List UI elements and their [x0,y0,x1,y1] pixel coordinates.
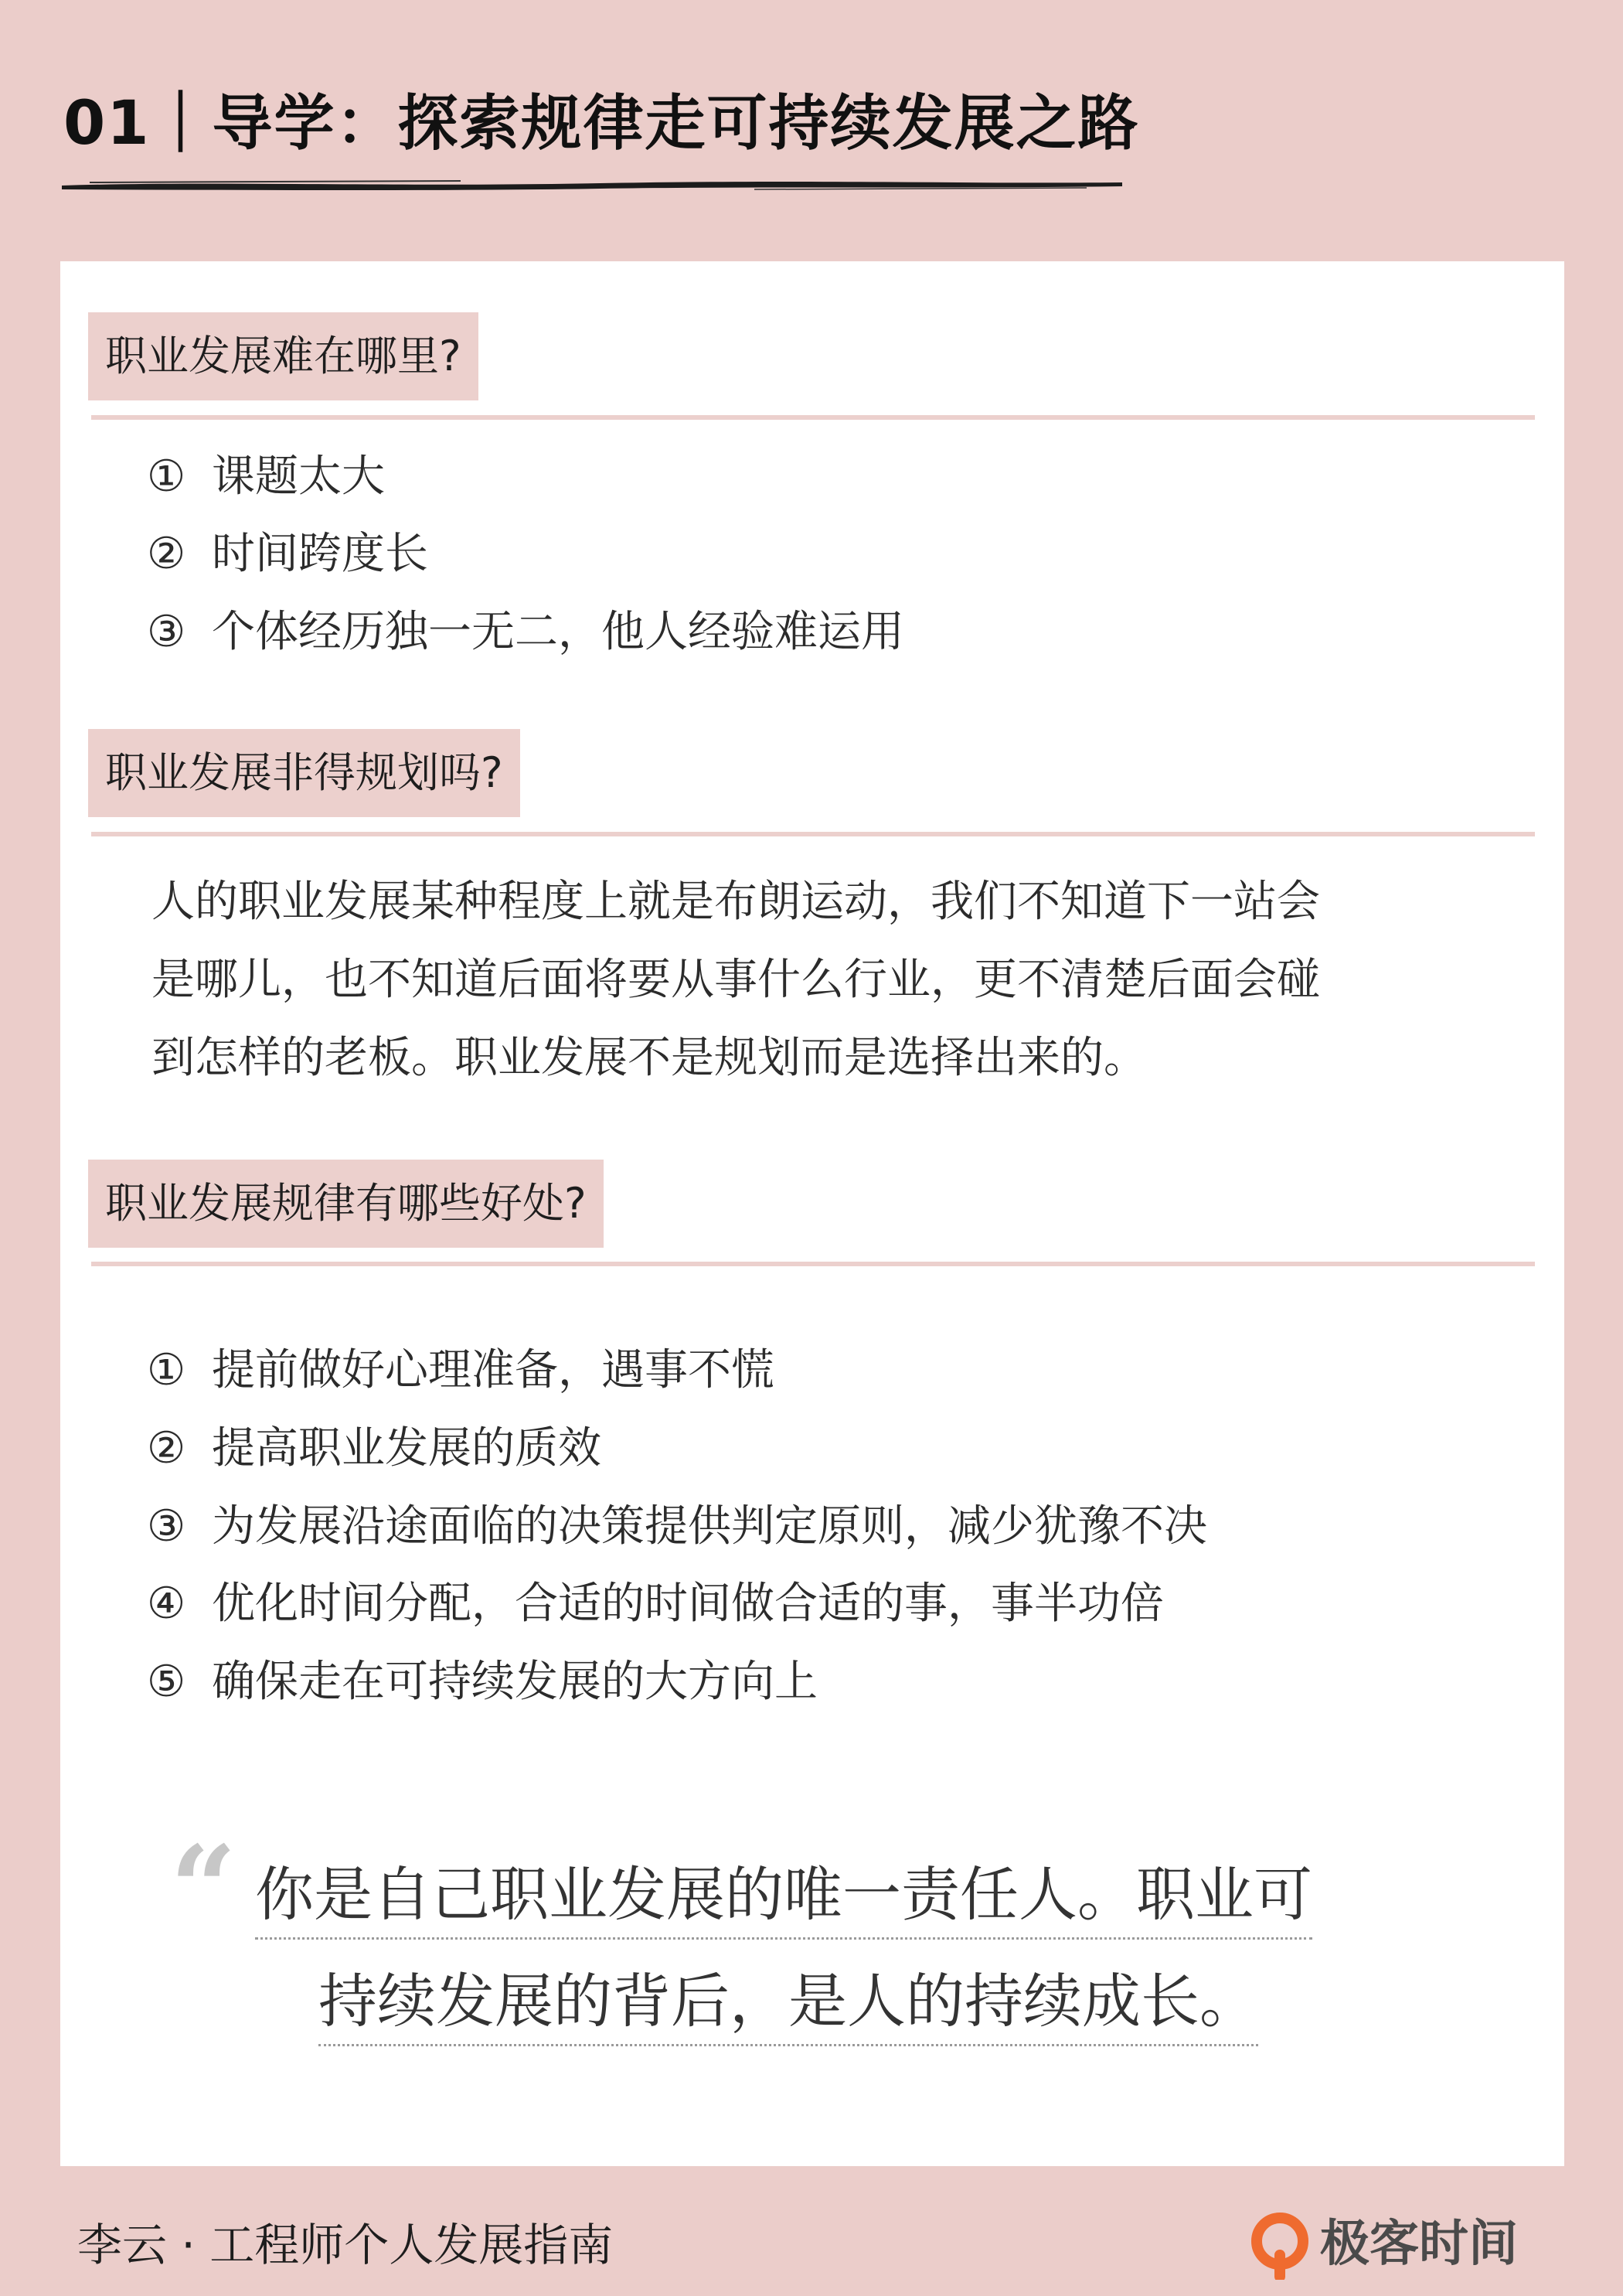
list-item-text: 优化时间分配，合适的时间做合适的事，事半功倍 [212,1579,1164,1629]
section-heading-planning: 职业发展非得规划吗? [88,729,520,817]
paragraph-line: 人的职业发展某种程度上就是布朗运动，我们不知道下一站会 [151,877,1320,927]
quote-line: 你是自己职业发展的唯一责任人。职业可 [255,1852,1312,1940]
list-item [147,599,904,666]
quote-line: 持续发展的背后，是人的持续成长。 [318,1959,1258,2046]
list-item [147,1494,1207,1560]
list-item [147,1415,601,1482]
paragraph [151,863,1481,1097]
course-title: 李云 · 工程师个人发展指南 [77,2219,614,2271]
content-card [60,261,1564,2166]
list-item-text: 个体经历独一无二，他人经验难运用 [212,607,904,657]
section-divider [91,415,1535,420]
list-item-text: 提前做好心理准备，遇事不慌 [212,1345,774,1395]
list-item-text: 确保走在可持续发展的大方向上 [212,1657,818,1707]
list-item [147,521,428,588]
brand-name: 极客时间 [1320,2216,1518,2273]
section-divider [91,832,1535,836]
list-item [147,1649,818,1715]
list-item [147,1571,1164,1637]
paragraph-line: 到怎样的老板。职业发展不是规划而是选择出来的。 [151,1033,1147,1083]
circled-number: ④ [147,1579,186,1629]
list-item-text: 时间跨度长 [212,529,428,579]
brand-logo [1249,2207,1550,2281]
list-item-text: 提高职业发展的质效 [212,1423,601,1473]
geektime-logo-icon [1249,2212,1314,2280]
section-heading-benefits: 职业发展规律有哪些好处? [88,1160,604,1248]
circled-number: ② [147,1423,186,1473]
list-item [147,444,385,510]
section-divider [91,1262,1535,1266]
list-item [147,1337,774,1404]
brush-stroke-divider [59,176,1125,193]
circled-number: ③ [147,607,186,657]
circled-number: ② [147,529,186,579]
circled-number: ① [147,451,186,502]
quote-mark-icon: “ [170,1821,237,1957]
circled-number: ⑤ [147,1657,186,1707]
page-title: 01｜导学：探索规律走可持续发展之路 [63,89,1140,158]
list-item-text: 为发展沿途面临的决策提供判定原则，减少犹豫不决 [212,1501,1207,1552]
list-item-text: 课题太大 [212,451,385,502]
paragraph-line: 是哪儿，也不知道后面将要从事什么行业，更不清楚后面会碰 [151,955,1320,1005]
circled-number: ③ [147,1501,186,1552]
section-heading-difficulty: 职业发展难在哪里? [88,312,478,400]
circled-number: ① [147,1345,186,1395]
